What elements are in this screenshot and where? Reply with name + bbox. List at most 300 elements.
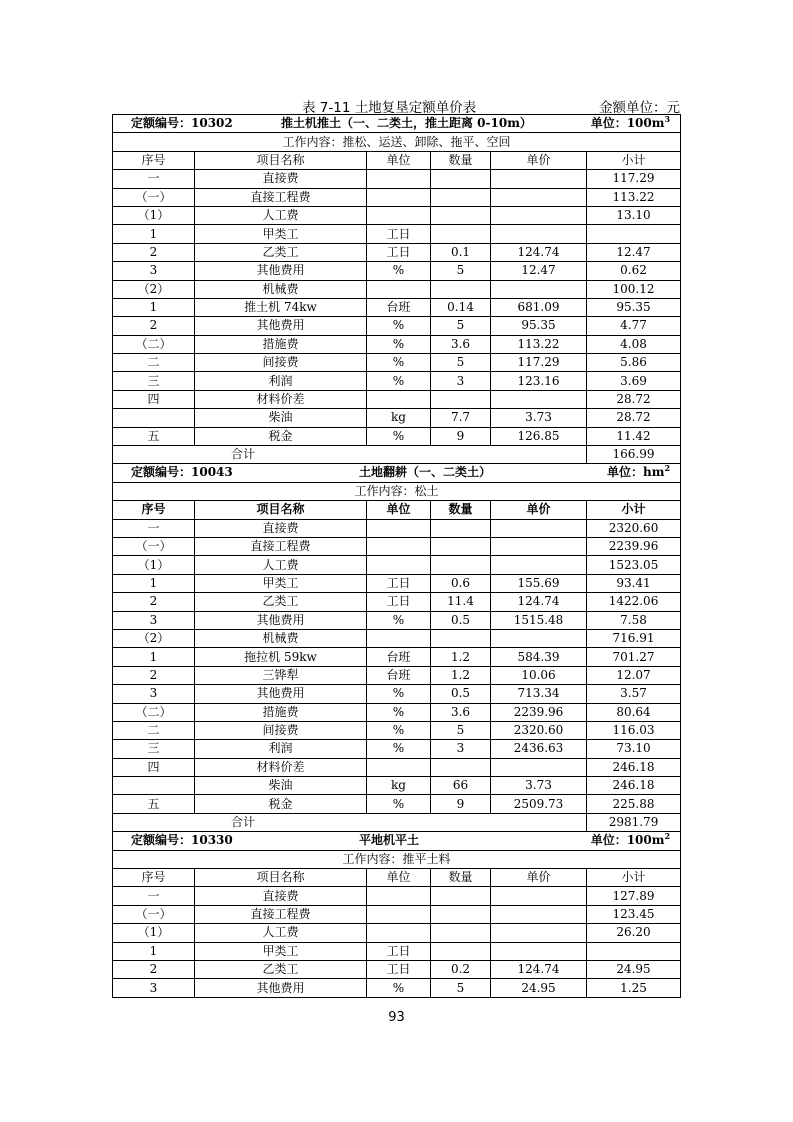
quota-unit-label: 单位：100m [590,116,665,130]
table-cell [491,519,587,537]
table-cell: 123.45 [587,905,681,923]
table-cell: （一） [113,188,195,206]
table-cell: 直接费 [195,887,367,905]
table-cell: 246.18 [587,758,681,776]
table-cell: 间接费 [195,721,367,739]
table-cell: 工日 [367,942,431,960]
quota-header-row [113,464,681,482]
table-cell [431,758,491,776]
table-cell: 1 [113,298,195,316]
column-header: 序号 [113,869,195,887]
table-row [113,721,681,739]
table-row [113,409,681,427]
table-cell: 28.72 [587,409,681,427]
table-cell: （1） [113,924,195,942]
total-label: 合计 [113,813,587,831]
table-cell: （二） [113,703,195,721]
work-content: 工作内容：松土 [113,482,681,500]
table-cell: （1） [113,206,195,224]
table-cell: 0.6 [431,574,491,592]
column-header: 单价 [491,869,587,887]
table-cell [491,280,587,298]
table-cell: 95.35 [491,317,587,335]
table-cell [431,188,491,206]
table-cell: 124.74 [491,243,587,261]
table-row [113,593,681,611]
table-cell: 三 [113,740,195,758]
table-cell: 713.34 [491,685,587,703]
table-cell: 5 [431,354,491,372]
table-cell: 3 [431,740,491,758]
table-cell [491,390,587,408]
column-header: 数量 [431,869,491,887]
table-cell: 5.86 [587,354,681,372]
quota-name: 推土机推土（一、二类土，推土距离 0-10m） [281,116,532,130]
table-row [113,758,681,776]
table-cell: 0.2 [431,960,491,978]
quota-header-row [113,832,681,850]
table-cell [431,280,491,298]
table-cell [431,170,491,188]
column-header: 单价 [491,151,587,169]
table-row [113,777,681,795]
table-cell: 0.62 [587,262,681,280]
quota-unit [591,115,670,132]
column-header: 小计 [587,501,681,519]
work-content-row [113,482,681,500]
table-cell: 3.69 [587,372,681,390]
table-row [113,979,681,997]
table-cell: （一） [113,905,195,923]
table-cell: 工日 [367,225,431,243]
column-header: 序号 [113,501,195,519]
table-cell: 二 [113,721,195,739]
table-row [113,905,681,923]
total-label: 合计 [113,446,587,464]
quota-unit-label: 单位：100m [590,833,665,848]
table-cell [367,519,431,537]
total-row [113,446,681,464]
quota-name: 土地翻耕（一、二类土） [359,465,492,480]
table-cell: 66 [431,777,491,795]
table-cell: 2509.73 [491,795,587,813]
table-cell: 2436.63 [491,740,587,758]
table-cell: 3 [113,611,195,629]
table-cell: 二 [113,354,195,372]
column-header-row [113,501,681,519]
table-row [113,188,681,206]
quota-unit [591,832,670,849]
table-cell: 直接工程费 [195,905,367,923]
quota-unit-exponent: 2 [664,463,671,474]
table-cell: 材料价差 [195,390,367,408]
column-header: 单位 [367,501,431,519]
table-cell: 人工费 [195,206,367,224]
table-cell [367,758,431,776]
table-cell: 1 [113,942,195,960]
table-cell [491,188,587,206]
table-cell: 12.47 [491,262,587,280]
table-cell: % [367,317,431,335]
table-cell: 3 [113,979,195,997]
table-cell: 5 [431,262,491,280]
table-cell [367,188,431,206]
table-row [113,317,681,335]
table-row [113,942,681,960]
table-cell [491,170,587,188]
table-cell: 2 [113,960,195,978]
table-cell [431,905,491,923]
table-row [113,390,681,408]
table-cell: 123.16 [491,372,587,390]
table-cell: 7.7 [431,409,491,427]
table-cell: 间接费 [195,354,367,372]
table-cell: 1422.06 [587,593,681,611]
table-cell: 税金 [195,427,367,445]
table-row [113,262,681,280]
table-cell [491,206,587,224]
quota-header [113,115,681,133]
table-cell: 措施费 [195,335,367,353]
table-cell: 甲类工 [195,225,367,243]
table-cell: 117.29 [491,354,587,372]
total-value: 166.99 [587,446,681,464]
table-cell: % [367,335,431,353]
table-cell: 一 [113,887,195,905]
table-cell: 2 [113,593,195,611]
column-header: 数量 [431,501,491,519]
table-cell: （2） [113,280,195,298]
table-cell [431,942,491,960]
table-cell: 3.6 [431,703,491,721]
table-cell: 2320.60 [491,721,587,739]
table-cell: 1.2 [431,648,491,666]
table-cell [491,556,587,574]
table-cell: 五 [113,427,195,445]
table-cell: 4.08 [587,335,681,353]
total-row [113,813,681,831]
table-cell: 1.2 [431,666,491,684]
table-cell: 1.25 [587,979,681,997]
table-cell: % [367,262,431,280]
table-row [113,666,681,684]
column-header: 数量 [431,151,491,169]
column-header: 单位 [367,151,431,169]
table-cell [113,409,195,427]
table-cell: % [367,721,431,739]
table-cell: 124.74 [491,593,587,611]
table-row [113,372,681,390]
table-cell: 乙类工 [195,243,367,261]
quota-price-table [112,114,681,998]
table-cell [367,556,431,574]
table-cell: 措施费 [195,703,367,721]
table-cell: 10.06 [491,666,587,684]
table-cell: 推土机 74kw [195,298,367,316]
table-cell: 利润 [195,372,367,390]
table-cell: 4.77 [587,317,681,335]
table-cell: 柴油 [195,777,367,795]
table-cell: 直接费 [195,519,367,537]
table-cell: 100.12 [587,280,681,298]
table-cell [587,942,681,960]
table-row [113,924,681,942]
table-cell: 26.20 [587,924,681,942]
table-cell: 甲类工 [195,574,367,592]
table-row [113,556,681,574]
table-cell: 93.41 [587,574,681,592]
table-cell: 工日 [367,243,431,261]
table-row [113,206,681,224]
table-cell: % [367,795,431,813]
table-cell: 584.39 [491,648,587,666]
table-cell [113,777,195,795]
table-cell: 其他费用 [195,317,367,335]
table-cell: 701.27 [587,648,681,666]
table-cell: % [367,372,431,390]
table-cell: 2 [113,243,195,261]
table-cell: % [367,354,431,372]
total-value: 2981.79 [587,813,681,831]
table-cell: 台班 [367,666,431,684]
table-cell: 24.95 [491,979,587,997]
table-cell: 24.95 [587,960,681,978]
table-cell: 机械费 [195,280,367,298]
table-cell: 其他费用 [195,262,367,280]
work-content-row [113,850,681,868]
table-cell: 工日 [367,960,431,978]
table-row [113,795,681,813]
quota-code: 定额编号：10330 [131,833,233,848]
table-cell: 28.72 [587,390,681,408]
table-title: 表 7-11 土地复垦定额单价表 [302,100,477,116]
quota-header-row [113,115,681,133]
table-cell: 246.18 [587,777,681,795]
table-cell: 124.74 [491,960,587,978]
table-cell: 工日 [367,574,431,592]
table-cell: 2 [113,666,195,684]
column-header: 项目名称 [195,501,367,519]
column-header: 项目名称 [195,869,367,887]
table-cell: 225.88 [587,795,681,813]
table-cell: 拖拉机 59kw [195,648,367,666]
table-cell [367,924,431,942]
table-cell: 2239.96 [587,537,681,555]
table-row [113,519,681,537]
table-row [113,740,681,758]
table-cell: 13.10 [587,206,681,224]
table-cell: 5 [431,317,491,335]
table-row [113,427,681,445]
table-cell: 0.5 [431,685,491,703]
table-cell: % [367,740,431,758]
table-row [113,574,681,592]
table-cell: 127.89 [587,887,681,905]
table-cell: 利润 [195,740,367,758]
table-cell: 116.03 [587,721,681,739]
table-row [113,887,681,905]
table-cell: 四 [113,758,195,776]
table-cell: 甲类工 [195,942,367,960]
table-cell [367,905,431,923]
currency-unit: 金额单位：元 [599,100,680,116]
table-cell: 机械费 [195,629,367,647]
table-cell [491,225,587,243]
table-cell: 1523.05 [587,556,681,574]
table-cell: 117.29 [587,170,681,188]
table-cell: 三铧犁 [195,666,367,684]
table-cell [367,390,431,408]
table-cell: 3.73 [491,777,587,795]
table-cell: 其他费用 [195,685,367,703]
quota-code: 定额编号：10043 [131,465,233,480]
table-row [113,225,681,243]
table-cell: % [367,427,431,445]
table-cell: % [367,979,431,997]
table-cell: 一 [113,170,195,188]
table-cell: 95.35 [587,298,681,316]
table-cell: 3.57 [587,685,681,703]
table-cell: 台班 [367,298,431,316]
table-cell: 1 [113,648,195,666]
work-content: 工作内容：推松、运送、卸除、拖平、空回 [113,133,681,151]
page-number: 93 [388,1010,405,1025]
table-cell: 0.14 [431,298,491,316]
table-cell: 材料价差 [195,758,367,776]
table-row [113,354,681,372]
table-cell [491,537,587,555]
table-cell: 五 [113,795,195,813]
table-cell: 直接工程费 [195,537,367,555]
table-cell: 直接费 [195,170,367,188]
table-cell [367,206,431,224]
table-cell [491,905,587,923]
column-header: 项目名称 [195,151,367,169]
table-cell [367,887,431,905]
table-cell [587,225,681,243]
table-cell: （一） [113,537,195,555]
table-cell: 113.22 [491,335,587,353]
table-cell: kg [367,777,431,795]
table-cell: 9 [431,795,491,813]
table-cell: kg [367,409,431,427]
table-cell: 柴油 [195,409,367,427]
table-cell: 乙类工 [195,960,367,978]
table-cell: 9 [431,427,491,445]
table-cell: 1 [113,574,195,592]
work-content: 工作内容：推平土料 [113,850,681,868]
table-cell: % [367,611,431,629]
table-cell [431,629,491,647]
table-cell: 0.5 [431,611,491,629]
table-cell [431,206,491,224]
table-cell: 2 [113,317,195,335]
column-header-row [113,151,681,169]
table-cell: % [367,685,431,703]
table-cell [367,629,431,647]
table-row [113,243,681,261]
table-cell [431,390,491,408]
table-cell [431,519,491,537]
quota-unit-label: 单位：hm [607,465,665,480]
table-cell: 3.6 [431,335,491,353]
table-cell: 3 [113,685,195,703]
table-caption [112,96,680,114]
table-row [113,648,681,666]
table-row [113,280,681,298]
table-cell: 人工费 [195,924,367,942]
table-cell: 7.58 [587,611,681,629]
quota-header [113,832,681,850]
table-cell: 乙类工 [195,593,367,611]
table-row [113,629,681,647]
table-cell: 3 [113,262,195,280]
table-cell: 126.85 [491,427,587,445]
table-cell: 一 [113,519,195,537]
table-cell [491,887,587,905]
work-content-row [113,133,681,151]
table-cell: 2239.96 [491,703,587,721]
table-cell: 681.09 [491,298,587,316]
table-cell: 113.22 [587,188,681,206]
quota-code: 定额编号：10302 [131,116,233,130]
table-cell: 11.42 [587,427,681,445]
quota-unit-exponent: 2 [664,831,671,842]
table-cell: 12.07 [587,666,681,684]
table-cell: （二） [113,335,195,353]
column-header: 小计 [587,151,681,169]
table-cell [431,924,491,942]
table-cell [367,537,431,555]
table-cell [431,537,491,555]
table-cell: 其他费用 [195,611,367,629]
quota-unit [607,464,670,481]
table-cell: 工日 [367,593,431,611]
table-row [113,537,681,555]
table-cell: 5 [431,721,491,739]
table-cell [367,280,431,298]
table-row [113,611,681,629]
table-cell: 155.69 [491,574,587,592]
table-cell: 直接工程费 [195,188,367,206]
table-cell: 税金 [195,795,367,813]
quota-unit-exponent: 3 [664,114,671,124]
table-cell: 716.91 [587,629,681,647]
quota-name: 平地机平土 [359,833,420,848]
table-cell: 11.4 [431,593,491,611]
table-cell: 1515.48 [491,611,587,629]
table-row [113,960,681,978]
table-cell: （1） [113,556,195,574]
table-cell: 0.1 [431,243,491,261]
table-cell: 3 [431,372,491,390]
table-row [113,703,681,721]
table-cell: 3.73 [491,409,587,427]
table-cell: 5 [431,979,491,997]
table-cell: 2320.60 [587,519,681,537]
table-cell [491,629,587,647]
column-header: 单位 [367,869,431,887]
table-cell: % [367,703,431,721]
quota-header [113,464,681,482]
table-cell: 台班 [367,648,431,666]
table-cell: 1 [113,225,195,243]
table-cell: 73.10 [587,740,681,758]
table-cell: 80.64 [587,703,681,721]
column-header: 序号 [113,151,195,169]
table-row [113,170,681,188]
table-cell [491,942,587,960]
